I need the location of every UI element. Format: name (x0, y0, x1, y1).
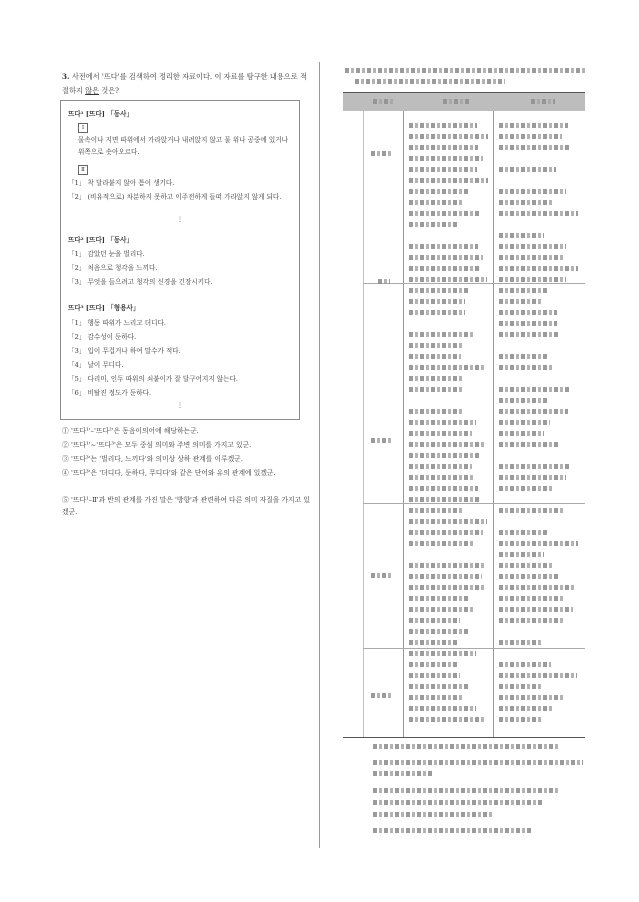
blurred-cell-line (409, 332, 474, 337)
blurred-cell-line (409, 541, 473, 546)
blurred-cell-line (499, 332, 559, 337)
blurred-cell-line (499, 464, 570, 469)
blurred-note-line (373, 812, 493, 817)
blurred-cell-line (409, 651, 476, 656)
blurred-cell-line (409, 662, 459, 667)
blurred-cell-line (409, 607, 473, 612)
blurred-header-3 (531, 99, 555, 104)
entry3-subsense-4: 「4」 날이 무디다. (68, 361, 124, 369)
table-vline-0 (363, 111, 364, 737)
blurred-cell-line (499, 706, 554, 711)
blurred-cell-line (499, 233, 544, 238)
blurred-cell-line (409, 508, 462, 513)
blurred-cell-line (409, 486, 478, 491)
blurred-cell-line (499, 486, 554, 491)
blurred-cell-line (499, 277, 566, 282)
blurred-note-line (373, 744, 558, 749)
roman-1-marker: Ⅰ (78, 123, 88, 133)
blurred-cell-line (409, 310, 465, 315)
entry1-sense-marker-1 (78, 121, 88, 133)
blurred-cell-line (409, 706, 476, 711)
blurred-cell-line (499, 618, 565, 623)
blurred-cell-line (409, 123, 477, 128)
blurred-cell-line (499, 200, 553, 205)
entry3-subsense-5: 「5」 다리미, 인두 따위의 쇠붙이가 잘 달구어지지 않는다. (68, 375, 239, 383)
blurred-cell-line (409, 530, 483, 535)
question-text: 사전에서 '뜨다'를 검색하여 정리한 자료이다. 이 자료를 탐구한 내용으로 적절하지 (62, 72, 307, 95)
blurred-cell-line (409, 453, 479, 458)
blurred-cell-line (409, 409, 462, 414)
blurred-cell-line (499, 673, 577, 678)
blurred-cell-line (499, 145, 569, 150)
blurred-cell-line (409, 277, 487, 282)
table-hline-1 (363, 283, 585, 284)
blurred-cell-line (499, 541, 578, 546)
blurred-cell-line (499, 640, 541, 645)
blurred-cell-line (499, 189, 566, 194)
blurred-cell-line (409, 596, 469, 601)
blurred-cell-line (499, 310, 557, 315)
question-text-end: 것은? (99, 86, 120, 95)
blurred-cell-line (409, 475, 475, 480)
entry3-headword: 뜨다³ [뜨다] 「형용사」 (68, 304, 140, 312)
blurred-cell-line (499, 563, 554, 568)
blurred-cell-line (409, 354, 461, 359)
blurred-cell-line (409, 266, 479, 271)
blurred-cell-line (409, 464, 472, 469)
blurred-cell-line (499, 684, 541, 689)
blurred-note-line (373, 771, 433, 776)
blurred-row-label (371, 438, 393, 443)
blurred-cell-line (499, 409, 568, 414)
entry1-headword: 뜨다¹ [뜨다] 「동사」 (68, 110, 134, 118)
blurred-cell-line (409, 343, 462, 348)
blurred-cell-line (409, 673, 460, 678)
blurred-cell-line (499, 717, 543, 722)
blurred-cell-line (499, 354, 549, 359)
blurred-row-label (371, 151, 393, 156)
entry3-subsense-3: 「3」 입이 무겁거나 하여 말수가 적다. (68, 347, 181, 355)
blurred-cell-line (409, 574, 482, 579)
blurred-cell-line (499, 695, 563, 700)
blurred-row-label (371, 573, 393, 578)
roman-2-marker: Ⅱ (78, 165, 88, 175)
table-vline-1 (403, 111, 404, 737)
blurred-cell-line (499, 585, 576, 590)
blurred-cell-line (499, 596, 565, 601)
blurred-cell-line (499, 420, 550, 425)
ellipsis-2: ⋮ (177, 402, 183, 409)
column-divider (319, 62, 320, 848)
blurred-cell-line (409, 717, 485, 722)
blurred-cell-line (409, 420, 476, 425)
question-underlined-word: 않은 (85, 86, 100, 95)
choice-3[interactable]: ③ '뜨다³'는 '벌리다, 느끼다'와 의미상 상하 관계를 이루겠군. (62, 455, 243, 463)
blurred-cell-line (499, 255, 563, 260)
entry2-subsense-1: 「1」 감았던 눈을 벌리다. (68, 250, 145, 258)
entry3-subsense-6: 「6」 비탈진 정도가 둔하다. (68, 389, 152, 397)
entry2-headword: 뜨다² [뜨다] 「동사」 (68, 236, 134, 244)
blurred-cell-line (409, 629, 469, 634)
blurred-cell-line (409, 299, 465, 304)
blurred-cell-line (409, 200, 462, 205)
entry1-subsense-1: 「1」 착 달라붙지 않아 틈이 생기다. (68, 179, 175, 187)
table-header-row (343, 93, 585, 111)
blurred-cell-line (499, 299, 541, 304)
blurred-cell-line (409, 376, 463, 381)
blurred-cell-line (409, 244, 478, 249)
entry1-subsense-2: 「2」 (비유적으로) 차분하지 못하고 이주전하게 들떠 가라앉지 않게 되다. (68, 193, 282, 201)
ellipsis-1: ⋮ (177, 216, 183, 223)
blurred-cell-line (499, 134, 562, 139)
blurred-row-label (371, 693, 393, 698)
blurred-cell-line (409, 519, 487, 524)
blurred-cell-line (409, 695, 464, 700)
choice-1[interactable]: ① '뜨다¹'–'뜨다²'은 동음이의어에 해당하는군. (62, 427, 199, 435)
question-number: 3. (62, 72, 70, 81)
blurred-cell-line (409, 156, 483, 161)
blurred-row-label (378, 279, 390, 284)
blurred-cell-line (409, 211, 481, 216)
blurred-cell-line (499, 387, 570, 392)
blurred-cell-line (409, 145, 478, 150)
blurred-cell-line (409, 585, 486, 590)
table-hline-2 (363, 503, 585, 504)
blurred-cell-line (499, 508, 564, 513)
table-hline-3 (363, 648, 585, 649)
blurred-cell-line (409, 222, 459, 227)
blurred-cell-line (409, 684, 469, 689)
blurred-header-1 (373, 99, 395, 104)
blurred-cell-line (409, 563, 484, 568)
blurred-note-line (373, 788, 558, 793)
blurred-note-line (373, 760, 583, 765)
blurred-text-line (345, 68, 585, 73)
blurred-cell-line (409, 178, 488, 183)
blurred-cell-line (499, 475, 566, 480)
blurred-cell-line (409, 387, 464, 392)
blurred-cell-line (499, 398, 548, 403)
blurred-cell-line (499, 244, 566, 249)
table-vline-2 (493, 111, 494, 737)
blurred-cell-line (499, 442, 559, 447)
entry3-subsense-2: 「2」 감수성이 둔하다. (68, 333, 137, 341)
blurred-cell-line (409, 431, 472, 436)
blurred-cell-line (499, 574, 558, 579)
blurred-cell-line (409, 134, 488, 139)
blurred-cell-line (409, 255, 483, 260)
entry3-subsense-1: 「1」 행동 따위가 느리고 더디다. (68, 319, 166, 327)
question-prompt (62, 70, 312, 98)
blurred-cell-line (499, 530, 547, 535)
choice-5[interactable]: ⑤ '뜨다¹–Ⅱ'과 반의 관계를 가진 말은 '방향'과 관련하여 다른 의미 자질을 가지고 있겠군. (62, 496, 310, 516)
blurred-cell-line (499, 167, 556, 172)
entry1-sense-1-definition: 물속이나 지면 따위에서 가라앉거나 내려앉지 않고 물 위나 공중에 있거나 위쪽으로 솟아오르다. (78, 136, 288, 156)
blurred-cell-line (409, 288, 468, 293)
blurred-cell-line (409, 640, 459, 645)
blurred-cell-line (499, 662, 551, 667)
entry2-subsense-2: 「2」 처음으로 청각을 느끼다. (68, 264, 158, 272)
blurred-cell-line (409, 365, 486, 370)
blurred-cell-line (499, 321, 557, 326)
blurred-cell-line (409, 497, 481, 502)
blurred-header-2 (443, 99, 471, 104)
blurred-text-line (355, 79, 505, 84)
blurred-cell-line (409, 189, 468, 194)
blurred-cell-line (499, 266, 578, 271)
blurred-cell-line (499, 288, 549, 293)
blurred-cell-line (409, 618, 460, 623)
blurred-note-line (373, 828, 533, 833)
choice-4[interactable]: ④ '뜨다³'은 '더디다, 둔하다, 무디다'와 같은 단어와 유의 관계에 있겠군. (62, 469, 276, 477)
choice-2[interactable]: ② '뜨다¹'~'뜨다³'은 모두 중심 의미와 주변 의미를 가지고 있군. (62, 441, 252, 449)
blurred-cell-line (409, 442, 485, 447)
entry2-subsense-3: 「3」 무엇을 들으려고 청각의 신경을 긴장시키다. (68, 278, 213, 286)
right-table (343, 92, 585, 738)
entry1-sense-marker-2 (78, 163, 88, 175)
blurred-cell-line (499, 365, 554, 370)
blurred-cell-line (499, 552, 544, 557)
blurred-note-line (373, 800, 543, 805)
blurred-cell-line (499, 431, 544, 436)
blurred-cell-line (499, 211, 578, 216)
blurred-cell-line (409, 167, 477, 172)
blurred-cell-line (499, 123, 568, 128)
blurred-cell-line (499, 607, 573, 612)
